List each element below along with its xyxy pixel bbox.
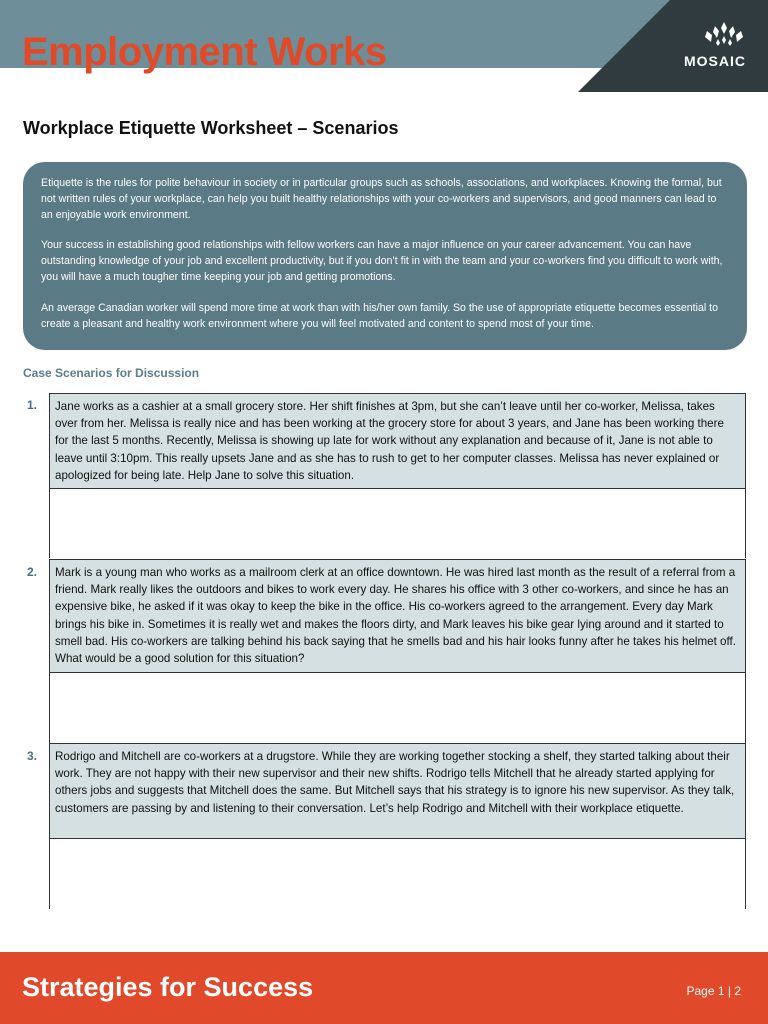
case-table bbox=[49, 743, 746, 909]
intro-paragraph: Your success in establishing good relationships with fellow workers can have a major influence on your career advancement. You can have outstanding knowledge of your job and excellent productivity, but if you don’t fit in with the team and your co-workers find you difficult to work with, you will have a much tougher time keeping your job and getting promotions. bbox=[41, 239, 723, 283]
intro-panel bbox=[23, 162, 747, 350]
page-number: Page 1 | 2 bbox=[686, 984, 741, 998]
case-scenario-text: Mark is a young man who works as a mailroom clerk at an office downtown. He was hired last month as the result of a referral from a friend. Mark really likes the outdoors and bikes to work every day. He shares his office with 3 other co-workers, and since he has an expensive bike, he asked if it was okay to keep the bike in the office. His co-workers agreed to the arrangement. Every day Mark brings his bike in. Sometimes it is really wet and makes the floors dirty, and Mark leaves his bike gear lying around and it started to smell bad. His co-workers are talking behind his back saying that he smells bad and his hair looks funny after he takes his helmet off. What would be a good solution for this situation? bbox=[50, 560, 745, 673]
footer-title: Strategies for Success bbox=[22, 972, 314, 1002]
case-table bbox=[49, 393, 746, 558]
case-number: 1. bbox=[27, 398, 38, 412]
case-answer-field[interactable] bbox=[50, 839, 745, 909]
page-title: Workplace Etiquette Worksheet – Scenarios bbox=[23, 118, 399, 138]
case-scenario-text: Jane works as a cashier at a small grocery store. Her shift finishes at 3pm, but she can’t leave until her co-worker, Melissa, takes over from her. Melissa is really nice and has been working at the grocery store for about 3 years, and Jane has been working there for the last 5 months. Recently, Melissa is showing up late for work without any explanation and because of it, Jane is not able to leave until 3:10pm. This really upsets Jane and as she has to rush to get to her computer classes. Melissa has never explained or apologized for being late. Help Jane to solve this situation. bbox=[50, 394, 745, 489]
brand-title: Employment Works bbox=[22, 30, 387, 74]
intro-paragraph: Etiquette is the rules for polite behaviour in society or in particular groups such as schools, associations, and workplaces. Knowing the formal, but not written rules of your workplace, can help you built healthy relationships with your co-workers and supervisors, and good manners can lead to an enjoyable work environment. bbox=[41, 177, 722, 221]
mosaic-logo-icon bbox=[702, 22, 746, 48]
case-scenario-text: Rodrigo and Mitchell are co-workers at a drugstore. While they are working together stocking a shelf, they started talking about their work. They are not happy with their new supervisor and their new shifts. Rodrigo tells Mitchell that he already started applying for others jobs and suggests that Mitchell does the same. But Mitchell says that his strategy is to ignore his new supervisor. As they talk, customers are passing by and listening to their conversation. Let’s help Rodrigo and Mitchell with their workplace etiquette. bbox=[50, 744, 745, 839]
case-answer-field[interactable] bbox=[50, 673, 745, 744]
case-answer-field[interactable] bbox=[50, 489, 745, 559]
footer-band bbox=[0, 952, 768, 1024]
intro-paragraph: An average Canadian worker will spend more time at work than with his/her own family. So the use of appropriate etiquette becomes essential to create a pleasant and healthy work environment where you will feel motivated and content to spend most of your time. bbox=[41, 301, 718, 330]
case-table bbox=[49, 559, 746, 743]
case-number: 3. bbox=[27, 749, 38, 763]
case-number: 2. bbox=[27, 565, 38, 579]
section-label: Case Scenarios for Discussion bbox=[23, 366, 200, 380]
logo-text: MOSAIC bbox=[684, 53, 746, 69]
